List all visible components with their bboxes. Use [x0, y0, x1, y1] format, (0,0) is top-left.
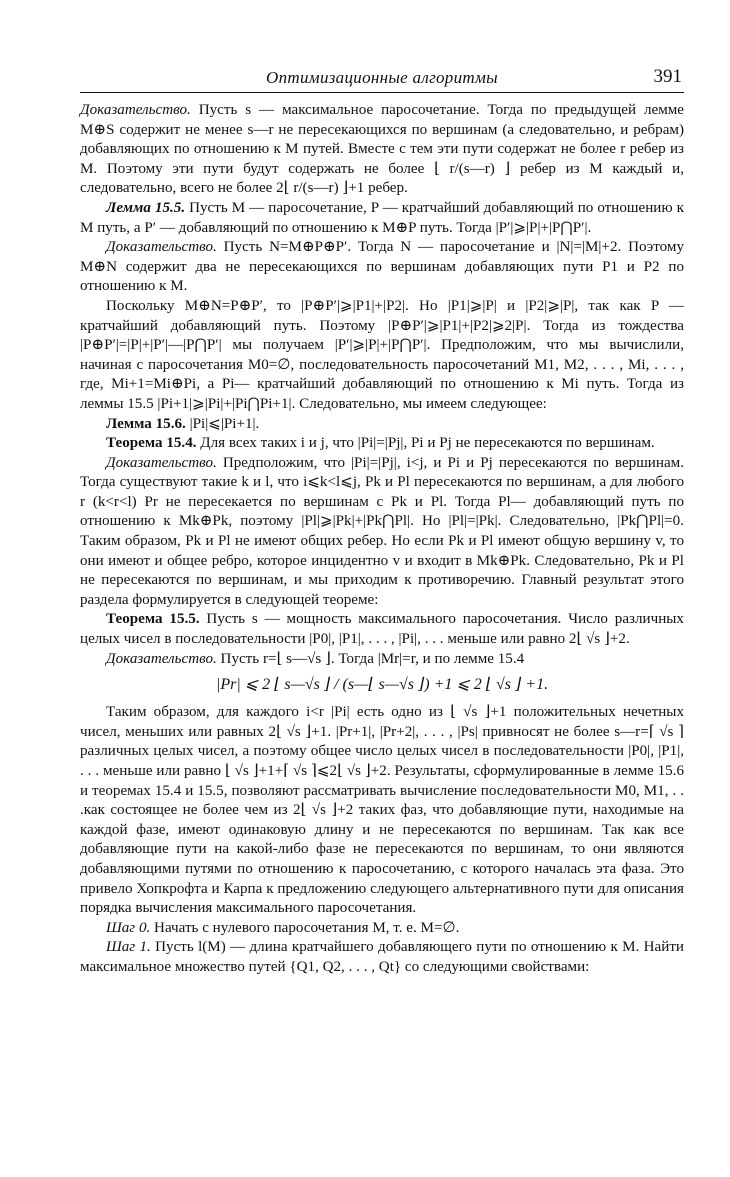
paragraph [80, 238, 684, 297]
paragraph [80, 650, 684, 670]
lemma-15-6 [80, 415, 684, 435]
paragraph-lead: Доказательство. [106, 239, 217, 256]
paragraph-lead: Теорема 15.4. [106, 435, 197, 452]
lemma-15-5 [80, 199, 684, 238]
paragraph-text: Пусть l(M) — длина кратчайшего добавляющего пути по отношению к M. Найти максимальное множество путей {Q1, Q2, . . . , Qt} со следующими свойствами: [80, 939, 684, 975]
display-formula: |Pr| ⩽ 2 ⌊ s—√s ⌋ / (s—⌊ s—√s ⌋) +1 ⩽ 2 ⌊ √s ⌋ +1. [215, 676, 549, 694]
paragraph [80, 454, 684, 611]
paragraph-text: Таким образом, для каждого i<r |Pi| есть одно из ⌊ √s ⌋+1 положительных нечетных чисел, меньших или равных 2⌊ √s ⌋+1. |Pr+1|, |Pr+2|, . . . , |Ps| привносят не более s—r=⌈ √s ⌉ различных целых чисел, а поэтому общее число целых чисел в последовательности |P0|, |P1|, . . . меньше или равно ⌊ √s ⌋+1+⌈ √s ⌉⩽2⌊ √s ⌋+2. Результаты, сформулированные в лемме 15.6 и теоремах 15.4 и 15.5, позволяют рассматривать вычисление последовательности M0, M1, . . .как состоящее не более чем из 2⌊ √s ⌋+2 таких фаз, что добавляющие пути, находимые на каждой фазе, имеют одинаковую длину и не пересекаются по вершинам. Так как все добавляющие пути на какой-либо фазе не пересекаются по вершинам, то они являются добавляющими путями по отношению к паросочетанию, с которого началась эта фаза. Это привело Хопкрофта и Карпа к предложению следующего альтернативного пути для описания порядка вычисления максимального паросочетания. [80, 704, 684, 917]
theorem-15-4 [80, 434, 684, 454]
paragraph-text: Пусть r=⌊ s—√s ⌋. Тогда |Mr|=r, и по лемме 15.4 [216, 650, 525, 667]
step-1 [80, 938, 684, 977]
paragraph-text: Пусть M — паросочетание, P — кратчайший добавляющий по отношению к M путь, а P′ — добавляющий по отношению к M⊕P путь. Тогда |P′|⩾|P|+|P⋂P′|. [80, 199, 684, 236]
paragraph-lead: Теорема 15.5. [106, 611, 200, 628]
paragraph-text: Пусть s — максимальное паросочетание. Тогда по предыдущей лемме M⊕S содержит не менее s—r не пересекающихся по вершинам (а следовательно, и ребрам) добавляющих по отношению к M путей. Вместе с тем эти пути содержат не более r ребер из M. Поэтому эти пути будут содержать не более ⌊ r/(s—r) ⌋ ребер из M каждый и, следовательно, всего не более 2⌊ r/(s—r) ⌋+1 ребер. [80, 102, 684, 197]
paragraph-text: |Pi|⩽|Pi+1|. [185, 415, 260, 432]
paragraph [80, 101, 684, 199]
paragraph-text: Начать с нулевого паросочетания M, т. е. M=∅. [150, 919, 460, 936]
paragraph-lead: Лемма 15.6. [106, 415, 186, 432]
paragraph-text: Пусть s — мощность максимального паросочетания. Число различных целых чисел в последовательности |P0|, |P1|, . . . , |Pi|, . . . меньше или равно 2⌊ √s ⌋+2. [80, 611, 684, 648]
page-body [80, 101, 684, 978]
theorem-15-5 [80, 610, 684, 649]
running-header [80, 64, 684, 93]
running-title: Оптимизационные алгоритмы [266, 68, 498, 87]
paragraph-text: Для всех таких i и j, что |Pi|=|Pj|, Pi и Pj не пересекаются по вершинам. [196, 435, 655, 452]
paragraph-lead: Доказательство. [106, 454, 217, 471]
step-0 [80, 919, 684, 939]
paragraph-text: Предположим, что |Pi|=|Pj|, i<j, и Pi и Pj пересекаются по вершинам. Тогда существуют такие k и l, что i⩽k<l⩽j, Pk и Pl пересекаются по вершинам, а для любого r (k<r<l) Pr не пересекается по вершинам с Pk и Pl. Тогда Pl— добавляющий путь по отношению к Mk⊕Pk, поэтому |Pl|⩾|Pk|+|Pk⋂Pl|. Но |Pl|=|Pk|. Следовательно, |Pk⋂Pl|=0. Таким образом, Pk и Pl не имеют общих ребер. Но если Pk и Pl имеют общую вершину v, то они имеют и общее ребро, которое инцидентно v и входит в Mk⊕Pk. Следовательно, Pk и Pl не пересекаются по вершинам, и мы приходим к противоречию. Главный результат этого раздела формулируется в следующей теореме: [80, 454, 684, 608]
paragraph [80, 297, 684, 415]
paragraph-lead: Шаг 0. [106, 919, 151, 936]
paragraph-lead: Доказательство. [80, 102, 191, 118]
paragraph [80, 703, 684, 919]
page-number: 391 [653, 66, 682, 87]
paragraph-lead: Лемма 15.5. [106, 199, 186, 216]
paragraph-text: Поскольку M⊕N=P⊕P′, то |P⊕P′|⩾|P1|+|P2|. Но |P1|⩾|P| и |P2|⩾|P|, так как P — кратчайший добавляющий путь. Поэтому |P⊕P′|⩾|P1|+|P2|⩾2|P|. Тогда из тождества |P⊕P′|=|P|+|P′|—|P⋂P′| мы получаем |P′|⩾|P|+|P⋂P′|. Предположим, что мы вычислили, начиная с паросочетания M0=∅, последовательность паросочетаний M1, M2, . . . , Mi, . . . , где, Mi+1=Mi⊕Pi, а Pi— кратчайший добавляющий по отношению к Mi путь. Тогда из леммы 15.5 |Pi+1|⩾|Pi|+|Pi⋂Pi+1|. Следовательно, мы имеем следующее: [80, 297, 684, 412]
paragraph-lead: Доказательство. [106, 650, 217, 667]
paragraph-lead: Шаг 1. [106, 939, 151, 956]
paragraph-text: Пусть N=M⊕P⊕P′. Тогда N — паросочетание и |N|=|M|+2. Поэтому M⊕N содержит два не пересекающихся по вершинам добавляющих пути P1 и P2 по отношению к M. [80, 239, 684, 295]
